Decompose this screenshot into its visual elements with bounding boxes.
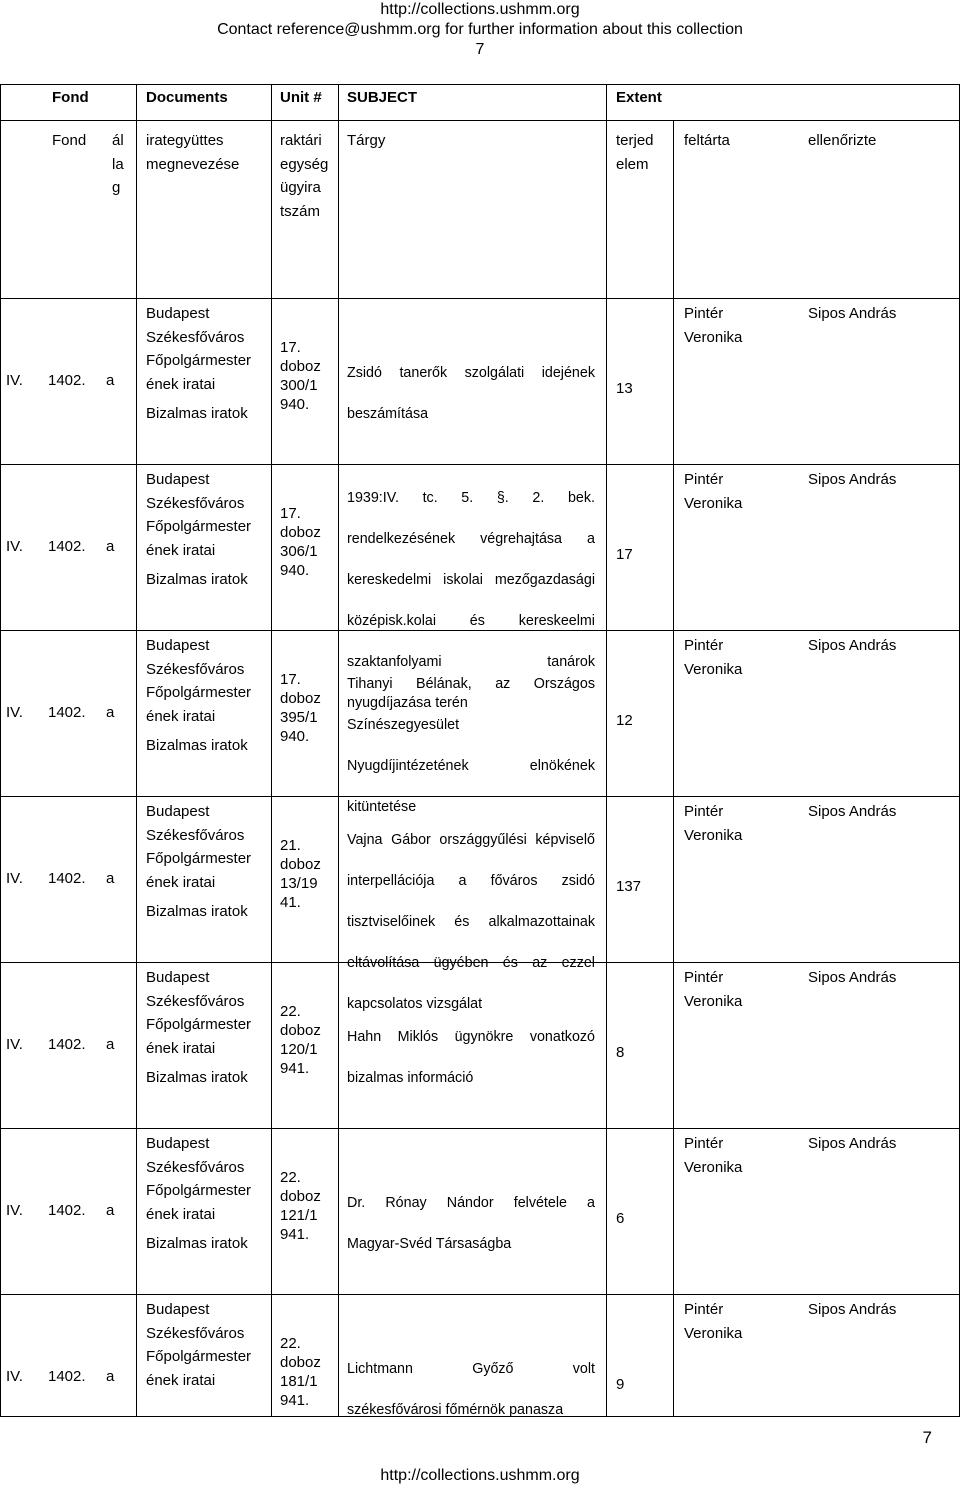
collection-name-line: Székesfőváros [146, 494, 245, 512]
subject-line: Színészegyesület [347, 717, 460, 733]
cell-unit [280, 1334, 321, 1410]
cell-allag: a [106, 704, 115, 721]
cell-processed-by [684, 1298, 742, 1345]
unit-line: 181/1 [280, 1373, 318, 1390]
collection-name-line: Főpolgármester [146, 352, 252, 369]
collection-name-line: Főpolgármester [146, 850, 252, 867]
cell-checked-by: Sipos András [808, 471, 897, 488]
cell-collection-name [146, 1298, 251, 1392]
processed-by-line: Veronika [684, 992, 743, 1010]
table-column-rule [271, 84, 272, 1417]
table-column-rule [136, 84, 137, 1417]
collection-name-line: Bizalmas iratok [146, 405, 248, 422]
cell-fond: IV. [6, 1036, 23, 1053]
cell-collection-name [146, 634, 251, 758]
cell-fond: IV. [6, 704, 23, 721]
unit-line: doboz [280, 856, 321, 873]
header-hu-irategyuttes [146, 129, 239, 176]
cell-fond-number: 1402. [48, 538, 86, 555]
subject-line: kitüntetése [347, 799, 417, 815]
collection-name-line: Budapest [146, 637, 210, 654]
collection-name-line: Bizalmas iratok [146, 1235, 248, 1252]
cell-unit [280, 338, 321, 414]
header-hu-targy: Tárgy [347, 132, 386, 149]
collection-name-line: Székesfőváros [146, 1324, 245, 1342]
unit-line: 940. [280, 562, 310, 579]
collection-name-line: Bizalmas iratok [146, 903, 248, 920]
unit-line: 395/1 [280, 709, 318, 726]
collection-name-line: Budapest [146, 471, 210, 488]
cell-fond: IV. [6, 538, 23, 555]
collection-url[interactable]: http://collections.ushmm.org [380, 1, 580, 18]
collection-name-line: ének iratai [146, 873, 216, 891]
cell-processed-by [684, 302, 742, 349]
cell-processed-by [684, 468, 742, 515]
table-rule [0, 120, 960, 121]
cell-unit [280, 504, 321, 580]
cell-unit [280, 836, 321, 912]
cell-checked-by: Sipos András [808, 305, 897, 322]
collection-name-line: Budapest [146, 1135, 210, 1152]
subject-line: kapcsolatos vizsgálat [347, 995, 483, 1012]
header-hu-allag-line: ál [112, 132, 124, 149]
collection-name-line: Bizalmas iratok [146, 1069, 248, 1086]
subject-line: beszámítása [347, 405, 429, 422]
header-hu-raktari-line: tszám [280, 202, 321, 220]
processed-by-line: Veronika [684, 328, 743, 346]
subject-line: Hahn Miklós ügynökre vonatkozó [347, 1028, 595, 1045]
header-hu-terjed-line: terjed [616, 132, 654, 149]
header-hu-irategyuttes-line: irategyüttes [146, 132, 224, 149]
subject-line: bizalmas információ [347, 1069, 474, 1086]
subject-line: kereskedelmi iskolai mezőgazdasági [347, 571, 595, 588]
unit-line: 941. [280, 1226, 310, 1243]
header-subject: SUBJECT [347, 89, 418, 106]
cell-processed-by [684, 966, 742, 1013]
header-hu-allag [112, 129, 124, 200]
footer-url[interactable]: http://collections.ushmm.org [380, 1467, 580, 1484]
unit-line: doboz [280, 1022, 321, 1039]
cell-processed-by [684, 800, 742, 847]
cell-subject [347, 674, 595, 818]
page-number-header: 7 [475, 41, 485, 58]
cell-fond: IV. [6, 1202, 23, 1219]
unit-line: 121/1 [280, 1207, 318, 1224]
unit-line: 941. [280, 1392, 310, 1409]
subject-line: Tihanyi Bélának, az Országos [347, 676, 595, 692]
unit-line: 17. [280, 339, 301, 356]
table-rule [0, 1128, 960, 1129]
unit-line: 21. [280, 837, 301, 854]
collection-name-line: Főpolgármester [146, 518, 252, 535]
header-fond: Fond [52, 89, 89, 106]
collection-name-line: Főpolgármester [146, 1016, 252, 1033]
collection-name-line: Főpolgármester [146, 1348, 252, 1365]
collection-name-line: ének iratai [146, 1039, 216, 1057]
unit-line: 940. [280, 728, 310, 745]
header-hu-fond: Fond [52, 132, 87, 149]
subject-line: székesfővárosi főmérnök panasza [347, 1401, 564, 1418]
cell-fond: IV. [6, 870, 23, 887]
unit-line: 22. [280, 1003, 301, 1020]
cell-allag: a [106, 1202, 115, 1219]
collection-name-line: ének iratai [146, 1205, 216, 1223]
unit-line: 22. [280, 1169, 301, 1186]
processed-by-line: Pintér [684, 471, 724, 488]
unit-line: 940. [280, 396, 310, 413]
cell-collection-name [146, 302, 251, 426]
cell-unit [280, 1002, 321, 1078]
cell-checked-by: Sipos András [808, 1135, 897, 1152]
unit-line: doboz [280, 690, 321, 707]
collection-name-line: Székesfőváros [146, 328, 245, 346]
cell-subject [347, 1027, 595, 1089]
cell-fond-number: 1402. [48, 704, 86, 721]
cell-fond-number: 1402. [48, 1368, 86, 1385]
table-rule [0, 298, 960, 299]
table-column-rule [0, 84, 1, 1417]
processed-by-line: Veronika [684, 1324, 743, 1342]
subject-line: rendelkezésének végrehajtása a [347, 530, 595, 547]
unit-line: 22. [280, 1335, 301, 1352]
header-hu-raktari-line: ügyira [280, 179, 321, 196]
subject-line: Zsidó tanerők szolgálati idejének [347, 364, 595, 381]
subject-line: interpellációja a főváros zsidó [347, 872, 595, 889]
subject-line: szaktanfolyami tanárok [347, 653, 595, 670]
cell-collection-name [146, 468, 251, 592]
cell-fond: IV. [6, 1368, 23, 1385]
cell-extent: 6 [616, 1210, 625, 1227]
cell-fond-number: 1402. [48, 870, 86, 887]
cell-extent: 13 [616, 380, 633, 397]
subject-line: Lichtmann Győző volt [347, 1360, 595, 1377]
cell-allag: a [106, 870, 115, 887]
unit-line: doboz [280, 1188, 321, 1205]
unit-line: 120/1 [280, 1041, 318, 1058]
collection-name-line: ének iratai [146, 707, 216, 725]
header-unit: Unit # [280, 89, 322, 106]
cell-checked-by: Sipos András [808, 969, 897, 986]
subject-line: eltávolítása ügyében és az ezzel [347, 954, 595, 971]
unit-line: 941. [280, 1060, 310, 1077]
processed-by-line: Pintér [684, 637, 724, 654]
subject-line: középisk.kolai és kereskeelmi [347, 612, 595, 629]
page-number: 7 [922, 1428, 932, 1447]
cell-unit [280, 670, 321, 746]
table-column-rule [338, 84, 339, 1417]
header-hu-terjed [616, 129, 654, 176]
unit-line: 300/1 [280, 377, 318, 394]
cell-extent: 9 [616, 1376, 625, 1393]
unit-line: doboz [280, 358, 321, 375]
header-hu-raktari-line: raktári [280, 132, 322, 149]
header-hu-irategyuttes-line: megnevezése [146, 155, 240, 173]
subject-line: tisztviselőinek és alkalmazottainak [347, 913, 595, 930]
cell-unit [280, 1168, 321, 1244]
collection-name-line: Bizalmas iratok [146, 571, 248, 588]
subject-line: 1939:IV. tc. 5. §. 2. bek. [347, 489, 595, 506]
collection-name-line: Főpolgármester [146, 684, 252, 701]
cell-extent: 137 [616, 878, 642, 895]
cell-collection-name [146, 1132, 251, 1256]
unit-line: 306/1 [280, 543, 318, 560]
cell-processed-by [684, 1132, 742, 1179]
unit-line: 17. [280, 671, 301, 688]
unit-line: doboz [280, 524, 321, 541]
collection-name-line: Budapest [146, 969, 210, 986]
processed-by-line: Veronika [684, 660, 743, 678]
table-column-rule [606, 84, 607, 1417]
table-rule [0, 84, 960, 85]
cell-allag: a [106, 538, 115, 555]
subject-line: nyugdíjazása terén [347, 694, 468, 711]
contact-line: Contact reference@ushmm.org for further information about this collection [217, 21, 743, 38]
cell-processed-by [684, 634, 742, 681]
cell-allag: a [106, 1036, 115, 1053]
processed-by-line: Pintér [684, 1301, 724, 1318]
collection-name-line: Székesfőváros [146, 660, 245, 678]
table-column-rule [673, 120, 674, 1417]
cell-subject [347, 830, 595, 1015]
collection-name-line: Budapest [146, 1301, 210, 1318]
cell-subject [347, 1359, 595, 1421]
cell-checked-by: Sipos András [808, 1301, 897, 1318]
subject-line: Dr. Rónay Nándor felvétele a [347, 1194, 595, 1211]
collection-name-line: ének iratai [146, 375, 216, 393]
collection-name-line: Budapest [146, 803, 210, 820]
unit-line: 41. [280, 894, 301, 911]
table-rule [0, 1294, 960, 1295]
cell-allag: a [106, 372, 115, 389]
header-hu-ellenorizte: ellenőrizte [808, 132, 877, 149]
cell-fond-number: 1402. [48, 1036, 86, 1053]
cell-checked-by: Sipos András [808, 803, 897, 820]
cell-collection-name [146, 966, 251, 1090]
header-extent: Extent [616, 89, 662, 106]
header-hu-raktari [280, 129, 328, 223]
header-hu-terjed-line: elem [616, 155, 649, 173]
processed-by-line: Veronika [684, 494, 743, 512]
cell-subject [347, 1193, 595, 1255]
cell-subject [347, 363, 595, 425]
cell-fond-number: 1402. [48, 1202, 86, 1219]
processed-by-line: Pintér [684, 305, 724, 322]
cell-extent: 17 [616, 546, 633, 563]
table-rule [0, 464, 960, 465]
collection-name-line: Főpolgármester [146, 1182, 252, 1199]
subject-line: Vajna Gábor országgyűlési képviselő [347, 831, 595, 848]
subject-line: Nyugdíjintézetének elnökének [347, 758, 595, 774]
cell-checked-by: Sipos András [808, 637, 897, 654]
cell-extent: 12 [616, 712, 633, 729]
unit-line: doboz [280, 1354, 321, 1371]
header-hu-feltarta: feltárta [684, 132, 730, 149]
collection-name-line: Székesfőváros [146, 1158, 245, 1176]
processed-by-line: Veronika [684, 826, 743, 844]
header-hu-allag-line: g [112, 179, 121, 196]
cell-fond-number: 1402. [48, 372, 86, 389]
cell-allag: a [106, 1368, 115, 1385]
collection-name-line: Székesfőváros [146, 992, 245, 1010]
processed-by-line: Pintér [684, 969, 724, 986]
unit-line: 17. [280, 505, 301, 522]
header-hu-allag-line: la [112, 155, 124, 173]
collection-name-line: Székesfőváros [146, 826, 245, 844]
collection-name-line: ének iratai [146, 541, 216, 559]
cell-extent: 8 [616, 1044, 625, 1061]
cell-collection-name [146, 800, 251, 924]
processed-by-line: Pintér [684, 803, 724, 820]
collection-name-line: ének iratai [146, 1371, 216, 1389]
unit-line: 13/19 [280, 875, 318, 892]
subject-line: Magyar-Svéd Társaságba [347, 1235, 512, 1252]
header-documents: Documents [146, 89, 228, 106]
collection-name-line: Budapest [146, 305, 210, 322]
collection-name-line: Bizalmas iratok [146, 737, 248, 754]
processed-by-line: Pintér [684, 1135, 724, 1152]
cell-fond: IV. [6, 372, 23, 389]
header-hu-raktari-line: egység [280, 155, 329, 173]
processed-by-line: Veronika [684, 1158, 743, 1176]
